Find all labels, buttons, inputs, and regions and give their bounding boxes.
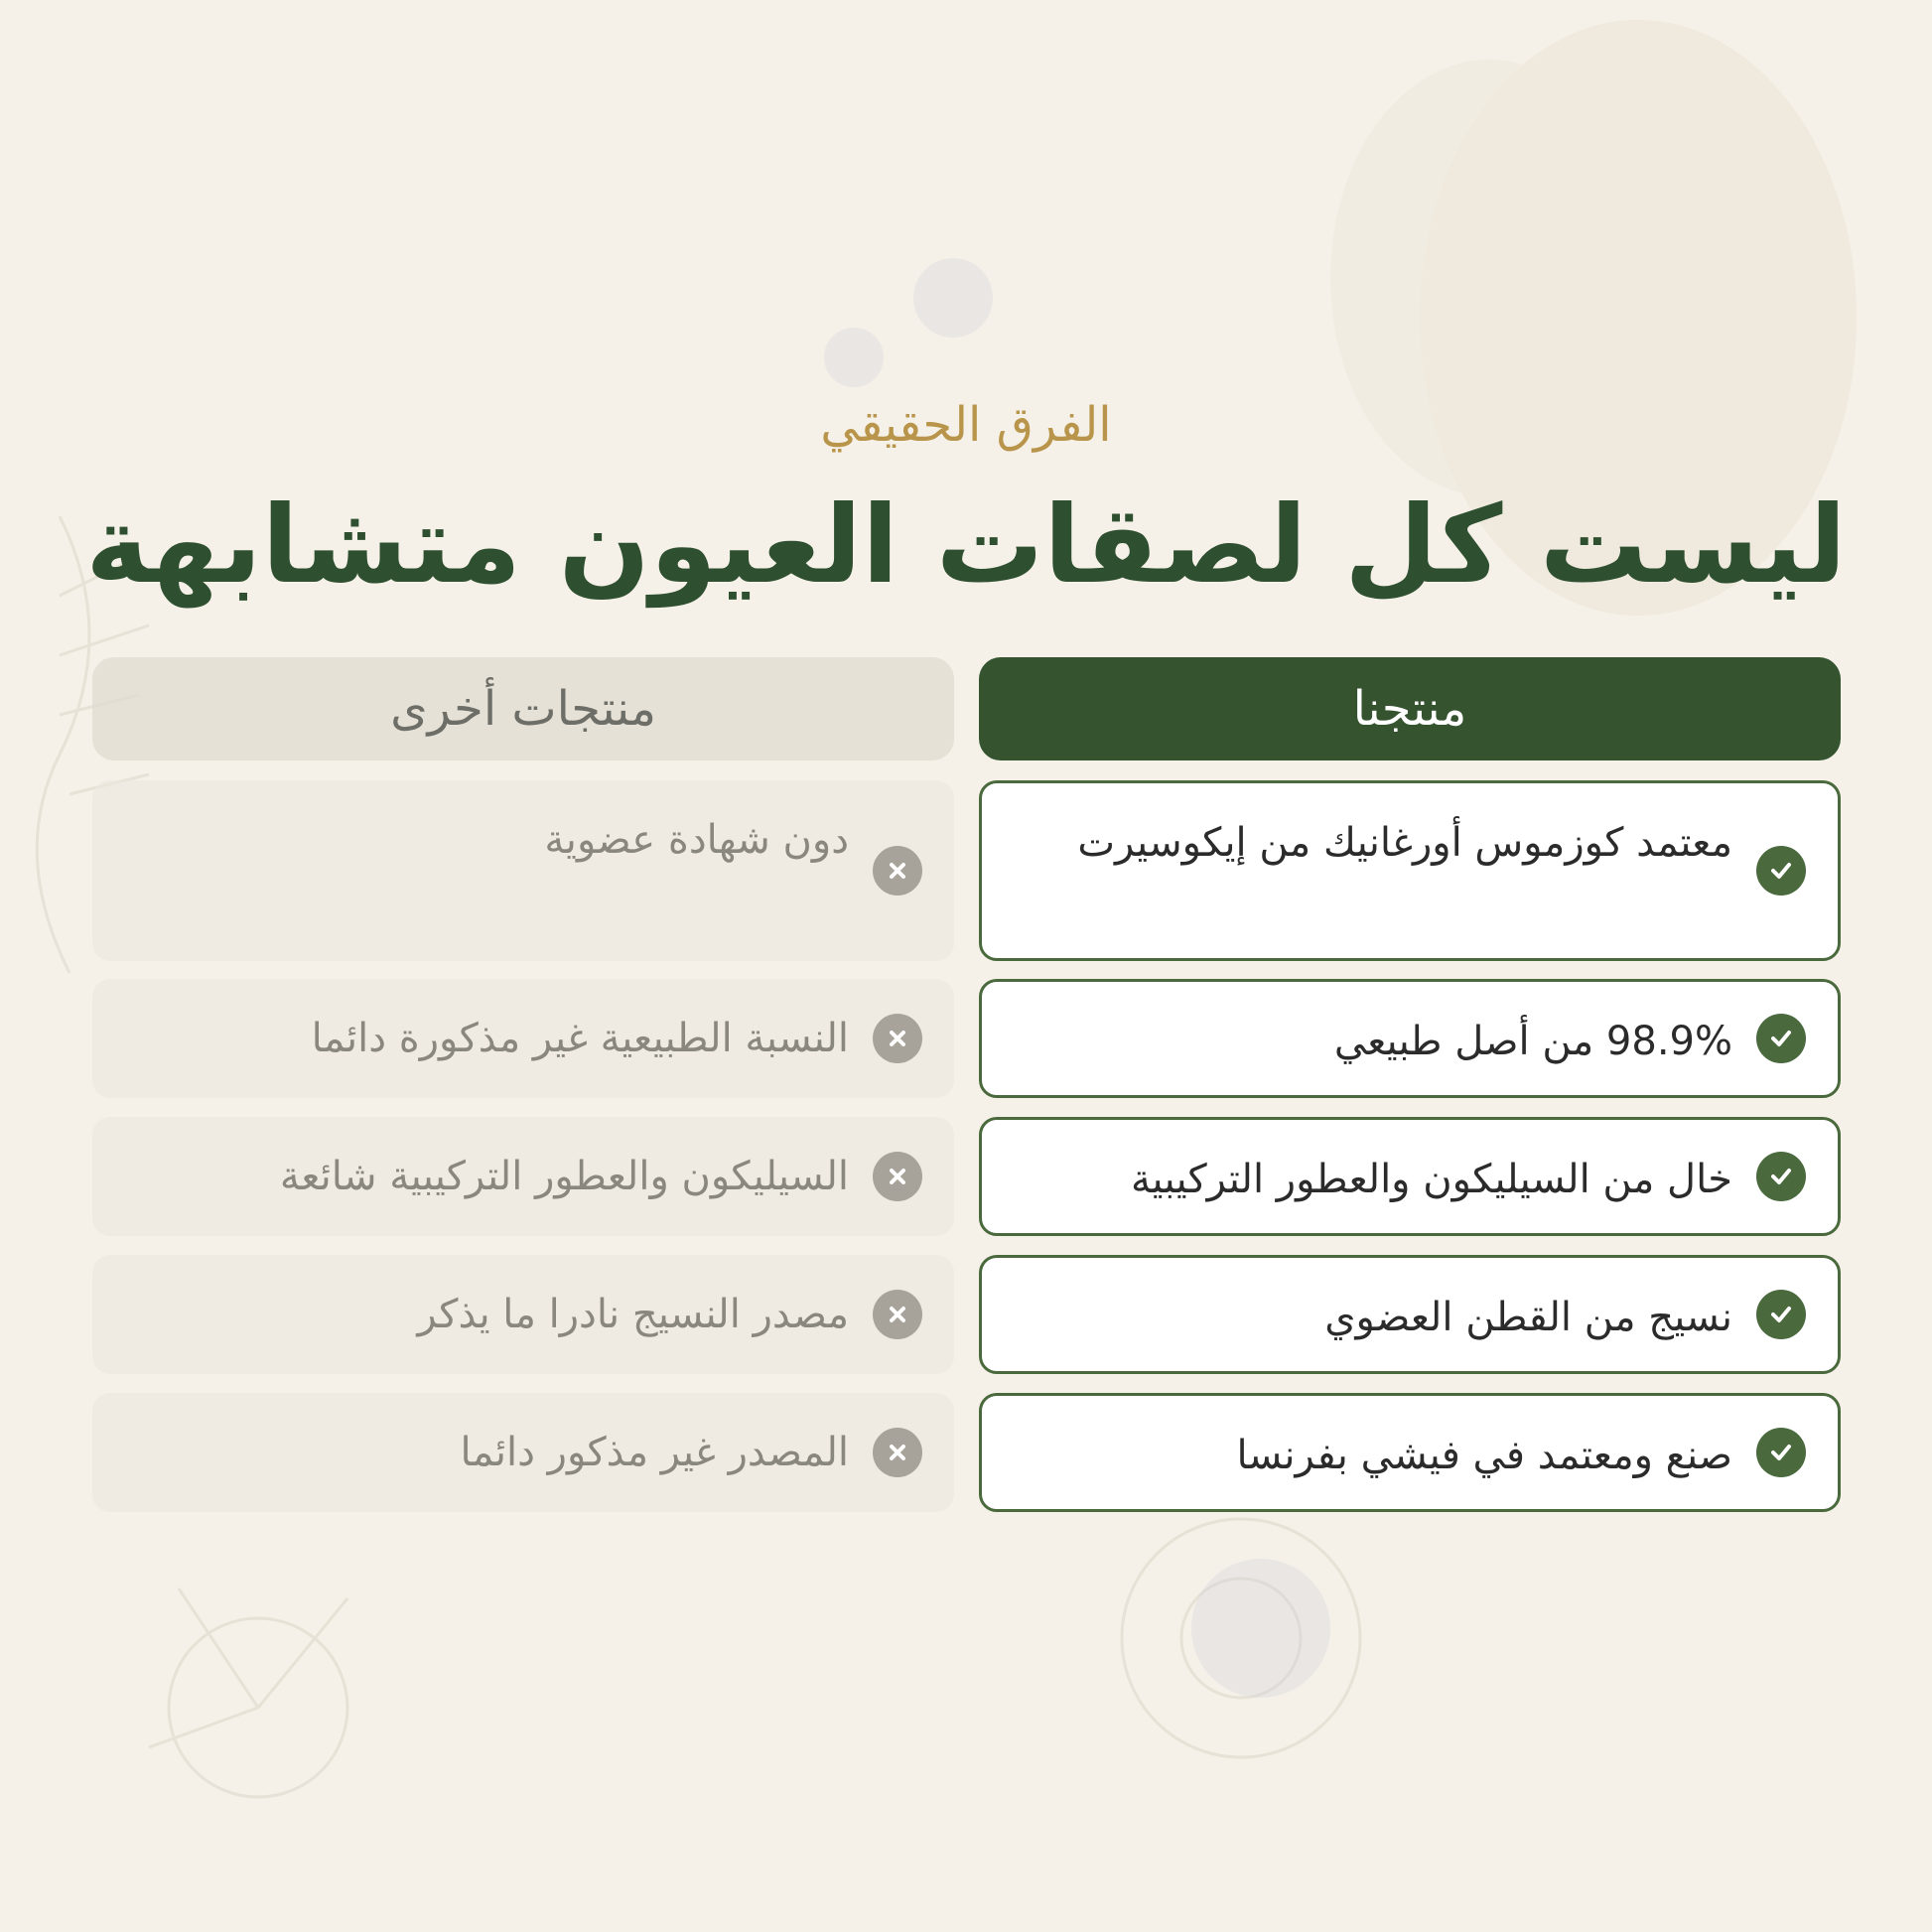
comparison-text-ours: 98.9% من أصل طبيعي <box>1333 1019 1732 1064</box>
comparison-row-others <box>92 1255 954 1374</box>
comparison-text-others: دون شهادة عضوية <box>544 817 849 863</box>
comparison-row-others <box>92 1117 954 1236</box>
check-circle-icon <box>1756 1014 1806 1063</box>
comparison-row-ours <box>979 979 1841 1098</box>
comparison-row-others <box>92 780 954 961</box>
check-circle-icon <box>1756 1290 1806 1339</box>
x-circle-icon <box>873 1014 922 1063</box>
comparison-text-ours: نسيج من القطن العضوي <box>1324 1295 1732 1340</box>
page-title: ليست كل لصقات العيون متشابهة <box>85 483 1847 608</box>
column-header-ours: منتجنا <box>979 657 1841 760</box>
check-circle-icon <box>1756 1428 1806 1477</box>
comparison-text-ours: معتمد كوزموس أورغانيك من إيكوسيرت <box>1077 820 1732 866</box>
comparison-text-others: المصدر غير مذكور دائما <box>460 1430 849 1475</box>
comparison-text-ours: صنع ومعتمد في فيشي بفرنسا <box>1236 1433 1732 1478</box>
comparison-row-ours <box>979 780 1841 961</box>
comparison-text-others: السيليكون والعطور التركيبية شائعة <box>279 1154 849 1199</box>
check-circle-icon <box>1756 846 1806 896</box>
eyebrow-text: الفرق الحقيقي <box>820 397 1112 453</box>
comparison-text-others: مصدر النسيج نادرا ما يذكر <box>417 1292 849 1337</box>
x-circle-icon <box>873 1290 922 1339</box>
comparison-text-ours: خال من السيليكون والعطور التركيبية <box>1130 1157 1732 1202</box>
x-circle-icon <box>873 846 922 896</box>
x-circle-icon <box>873 1428 922 1477</box>
x-circle-icon <box>873 1152 922 1201</box>
check-circle-icon <box>1756 1152 1806 1201</box>
comparison-row-others <box>92 979 954 1098</box>
comparison-row-ours <box>979 1393 1841 1512</box>
comparison-row-ours <box>979 1117 1841 1236</box>
comparison-row-others <box>92 1393 954 1512</box>
comparison-row-ours <box>979 1255 1841 1374</box>
column-header-others: منتجات أخرى <box>92 657 954 760</box>
comparison-text-others: النسبة الطبيعية غير مذكورة دائما <box>311 1016 849 1061</box>
